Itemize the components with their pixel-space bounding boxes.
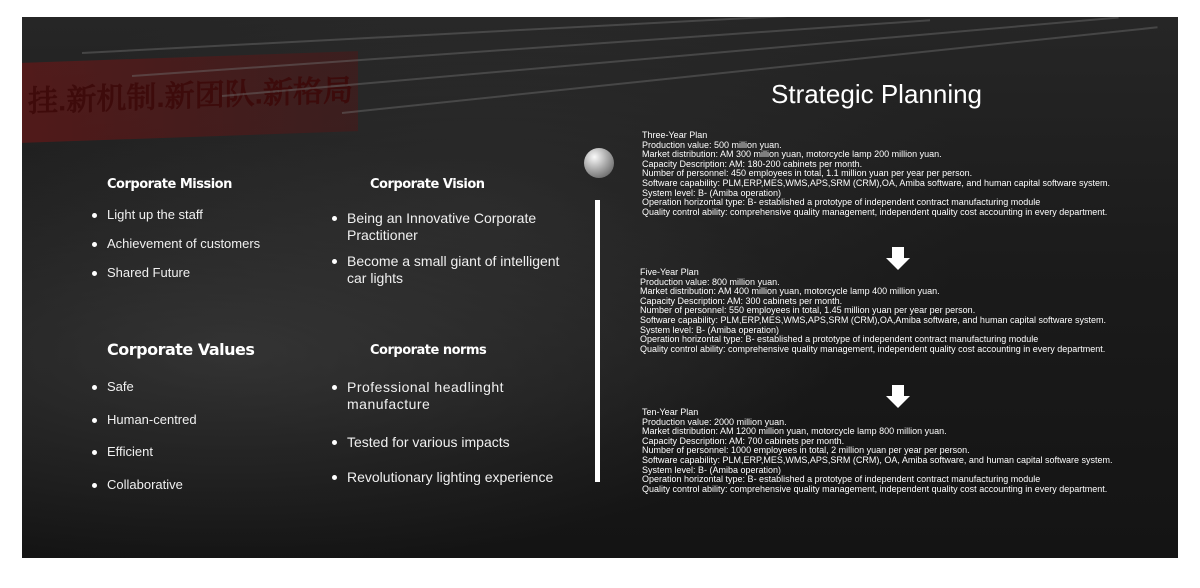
plan-line: Number of personnel: 450 employees in total, 1.1 million yuan per year per person. bbox=[642, 168, 973, 179]
plan-line: System level: B- (Amiba operation) bbox=[642, 187, 782, 198]
values-heading: Corporate Values bbox=[107, 340, 255, 359]
plan-line: Five-Year Plan bbox=[640, 267, 699, 277]
bullet-dot bbox=[92, 483, 97, 488]
vision-item: Become a small giant of intelligent car lights bbox=[332, 253, 562, 287]
plan-line: Market distribution: AM 300 million yuan, motorcycle lamp 200 million yuan. bbox=[642, 149, 942, 160]
plan-line: Number of personnel: 1000 employees in total, 2 million yuan per year per person. bbox=[642, 445, 970, 456]
plan-line: Number of personnel: 550 employees in total, 1.45 million yuan per year per person. bbox=[640, 305, 976, 316]
vision-item: Being an Innovative Corporate Practitioner bbox=[332, 210, 562, 244]
vision-heading: Corporate Vision bbox=[370, 177, 485, 192]
plan-line: Operation horizontal type: B- established a prototype of independent contract manufacturing module bbox=[642, 474, 1041, 485]
norms-item: Revolutionary lighting experience bbox=[332, 469, 553, 486]
bullet-dot bbox=[92, 271, 97, 276]
bullet-dot bbox=[332, 259, 337, 264]
five-year-plan bbox=[640, 268, 1106, 354]
plan-line: Software capability: PLM,ERP,MES,WMS,APS,SRM (CRM),OA,Amiba software, and human capital software system. bbox=[640, 314, 1106, 325]
plan-line: Operation horizontal type: B- established a prototype of independent contract manufacturing module bbox=[640, 334, 1039, 345]
norms-heading: Corporate norms bbox=[370, 343, 487, 358]
mission-item: Shared Future bbox=[92, 265, 190, 280]
strategic-planning-title: Strategic Planning bbox=[771, 79, 983, 109]
bullet-dot bbox=[92, 385, 97, 390]
values-item: Collaborative bbox=[92, 477, 183, 492]
mission-heading: Corporate Mission bbox=[107, 177, 232, 192]
bullet-dot bbox=[332, 475, 337, 480]
plan-line: Software capability: PLM,ERP,MES,WMS,APS,SRM (CRM), OA, Amiba software, and human capital software system. bbox=[642, 454, 1113, 465]
bullet-dot bbox=[92, 213, 97, 218]
values-item: Human-centred bbox=[92, 412, 197, 427]
plan-line: Quality control ability: comprehensive quality management, independent quality cost accounting in every department. bbox=[642, 206, 1108, 217]
plan-line: Market distribution: AM 400 million yuan, motorcycle lamp 400 million yuan. bbox=[640, 286, 940, 297]
plan-line: Market distribution: AM 1200 million yuan, motorcycle lamp 800 million yuan. bbox=[642, 426, 947, 437]
plan-line: Production value: 800 million yuan. bbox=[640, 276, 780, 287]
values-item: Safe bbox=[92, 379, 134, 394]
plan-line: Ten-Year Plan bbox=[642, 407, 699, 417]
bullet-dot bbox=[92, 242, 97, 247]
arrow-down-icon bbox=[886, 385, 910, 409]
norms-item: Professional headlinght manufacture bbox=[332, 379, 570, 413]
plan-line: Capacity Description: AM: 300 cabinets per month. bbox=[640, 295, 843, 306]
mission-item: Achievement of customers bbox=[92, 236, 260, 251]
plan-line: Quality control ability: comprehensive quality management, independent quality cost accounting in every department. bbox=[640, 343, 1106, 354]
plan-line: Three-Year Plan bbox=[642, 130, 708, 140]
mission-item: Light up the staff bbox=[92, 207, 203, 222]
three-year-plan bbox=[642, 131, 1110, 217]
content-panel bbox=[22, 17, 1178, 558]
values-item: Efficient bbox=[92, 444, 153, 459]
background-banner: 挂.新机制.新团队.新格局 bbox=[22, 51, 358, 143]
plan-line: Quality control ability: comprehensive quality management, independent quality cost accounting in every department. bbox=[642, 483, 1108, 494]
bullet-dot bbox=[332, 440, 337, 445]
bullet-dot bbox=[332, 385, 337, 390]
vertical-divider bbox=[595, 200, 600, 482]
norms-item: Tested for various impacts bbox=[332, 434, 510, 451]
plan-line: Operation horizontal type: B- established a prototype of independent contract manufacturing module bbox=[642, 197, 1041, 208]
plan-line: Capacity Description: AM: 180-200 cabinets per month. bbox=[642, 158, 863, 169]
plan-line: Production value: 500 million yuan. bbox=[642, 139, 782, 150]
ten-year-plan bbox=[642, 408, 1113, 494]
bullet-dot bbox=[92, 450, 97, 455]
bullet-dot bbox=[92, 418, 97, 423]
plan-line: Production value: 2000 million yuan. bbox=[642, 416, 787, 427]
plan-line: System level: B- (Amiba operation) bbox=[640, 324, 780, 335]
plan-line: System level: B- (Amiba operation) bbox=[642, 464, 782, 475]
bullet-dot bbox=[332, 216, 337, 221]
plan-line: Software capability: PLM,ERP,MES,WMS,APS,SRM (CRM),OA, Amiba software, and human capital software system. bbox=[642, 177, 1110, 188]
plan-line: Capacity Description: AM: 700 cabinets per month. bbox=[642, 435, 845, 446]
sphere-icon bbox=[584, 148, 614, 178]
ceiling-line bbox=[342, 26, 1158, 114]
